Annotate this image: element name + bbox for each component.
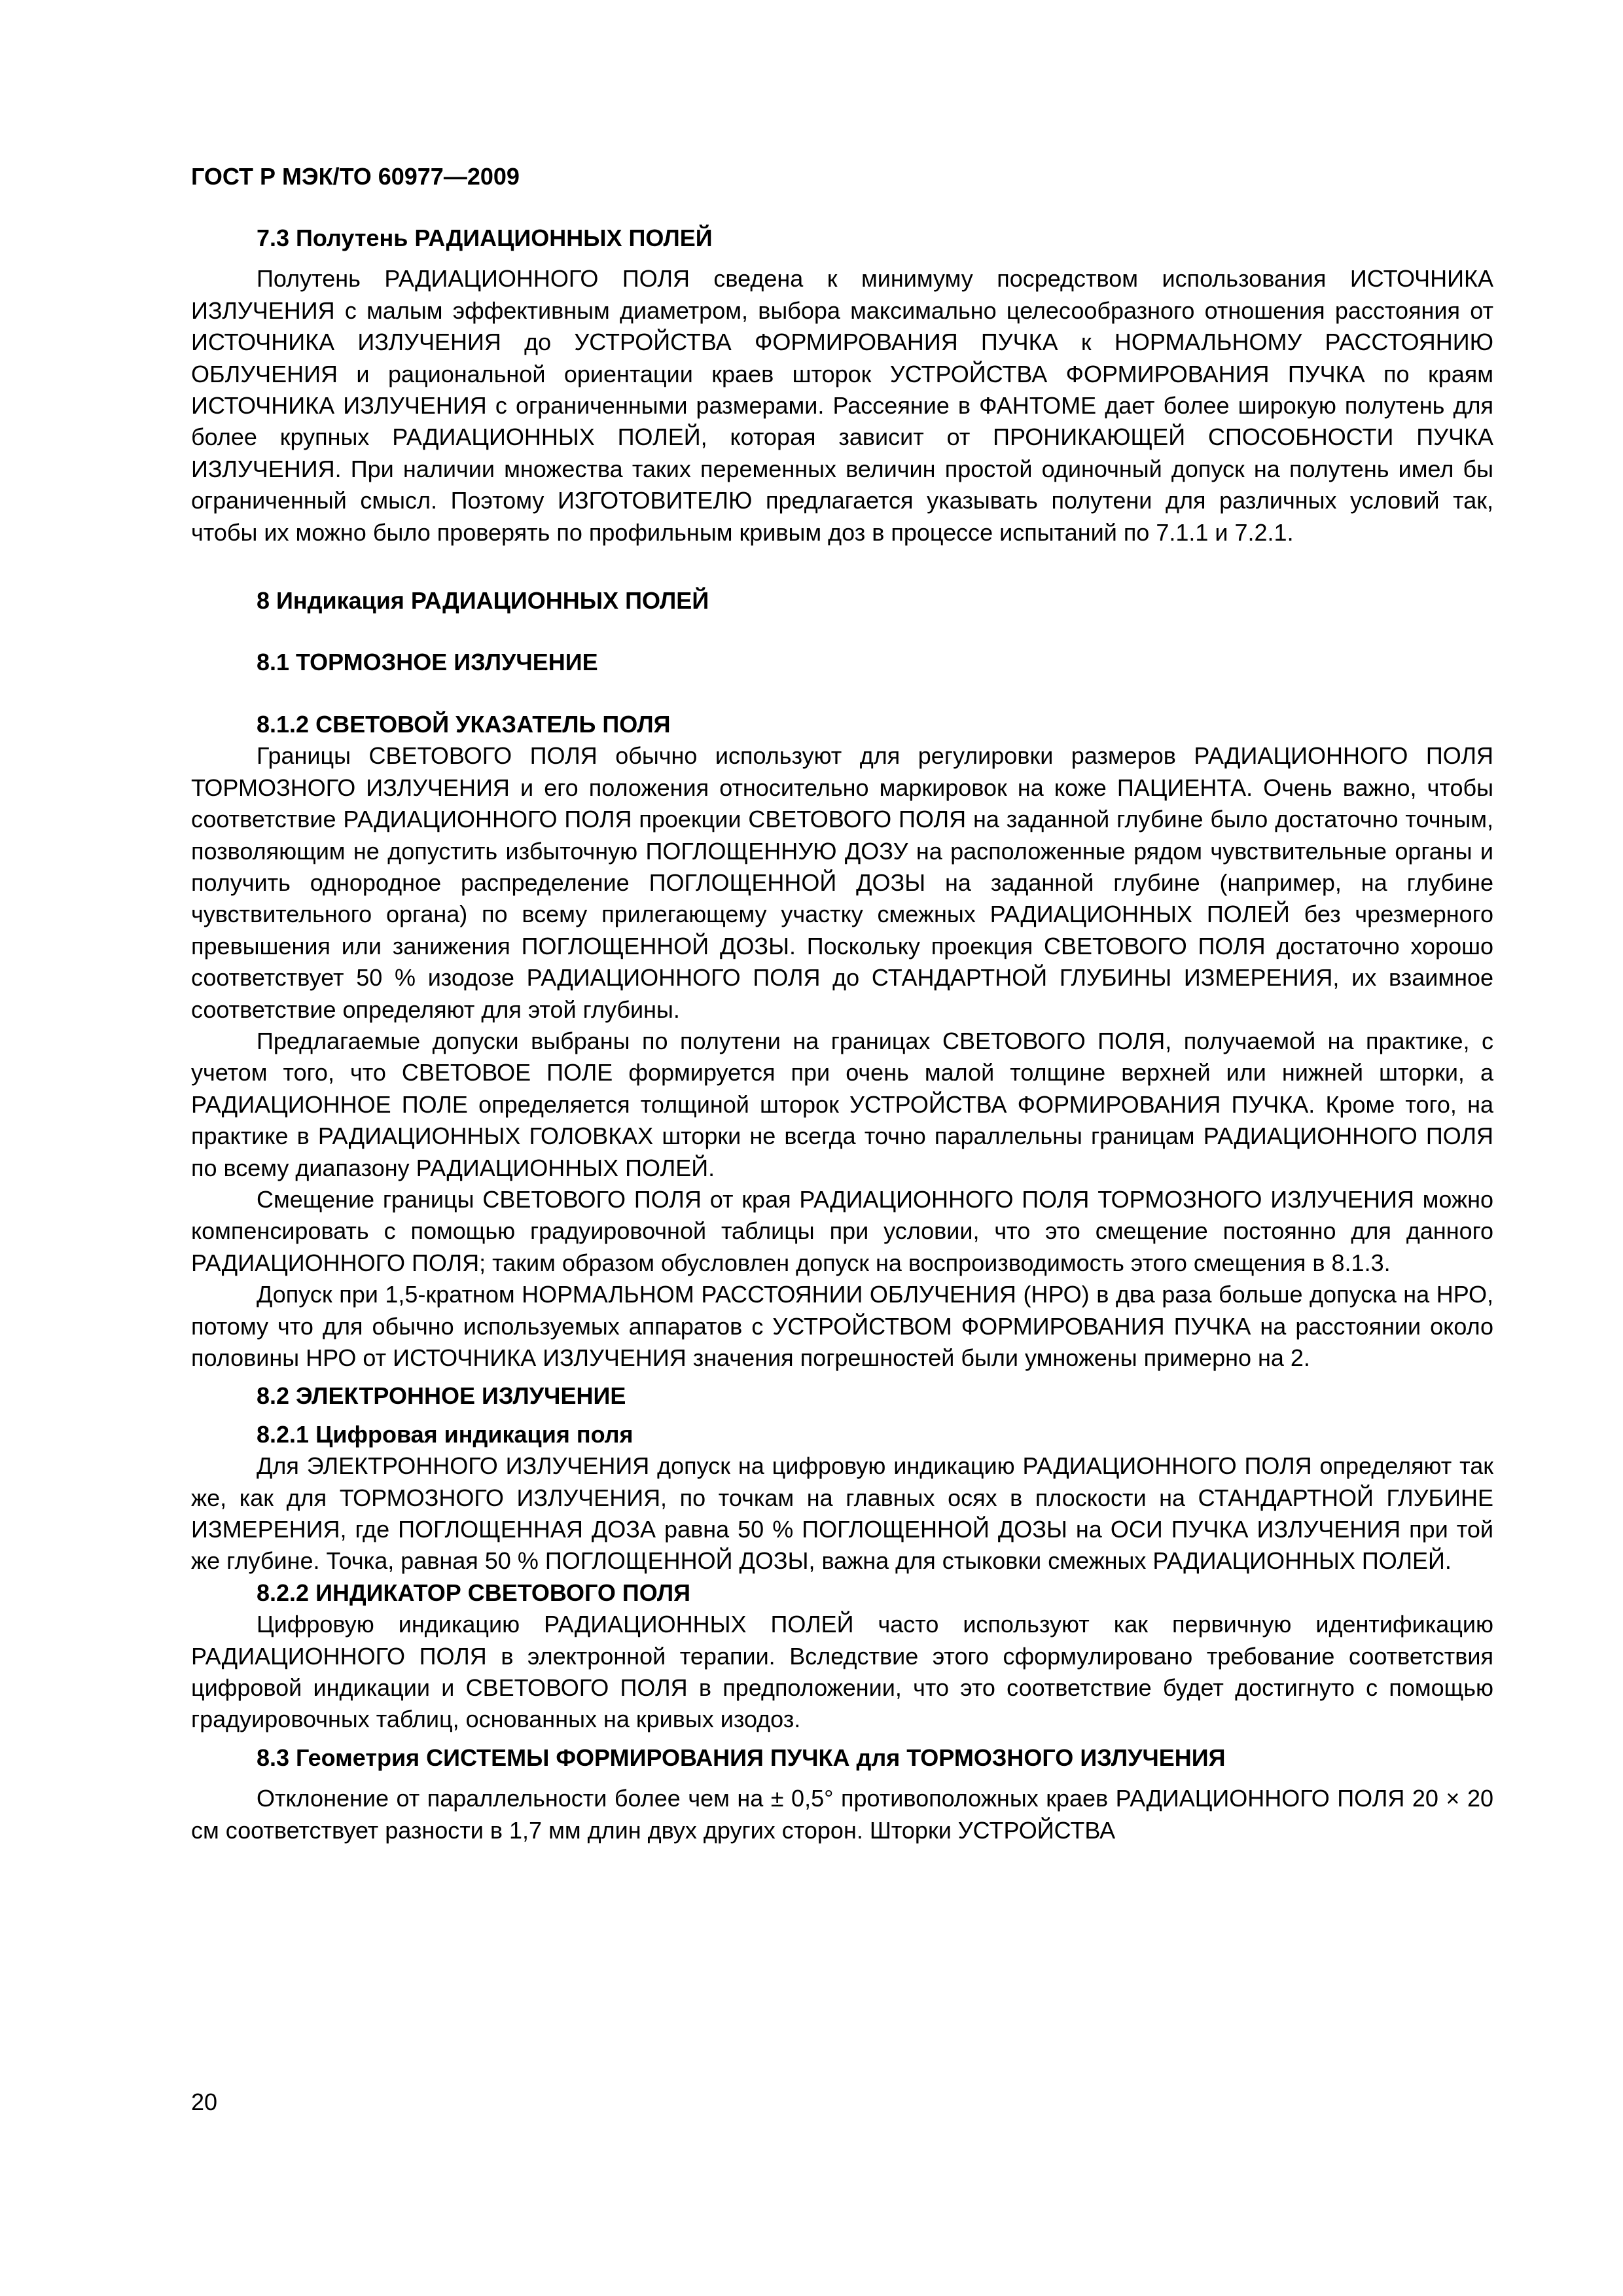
section-heading-8-2-1: 8.2.1 Цифровая индикация поля [257, 1420, 633, 1448]
document-id-header: ГОСТ Р МЭК/ТО 60977—2009 [191, 163, 520, 190]
paragraph: Полутень РАДИАЦИОННОГО ПОЛЯ сведена к минимуму посредством использования ИСТОЧНИКА ИЗЛУЧЕНИЯ с малым эффективным диаметром, выбора максимально целесообразного отношения расстояния от ИСТОЧНИКА ИЗЛУЧЕНИЯ до УСТРОЙСТВА ФОРМИРОВАНИЯ ПУЧКА к НОРМАЛЬНОМУ РАССТОЯНИЮ ОБЛУЧЕНИЯ и рациональной ориентации краев шторок УСТРОЙСТВА ФОРМИРОВАНИЯ ПУЧКА по краям ИСТОЧНИКА ИЗЛУЧЕНИЯ с ограниченными размерами. Рассеяние в ФАНТОМЕ дает более широкую полутень для более крупных РАДИАЦИОННЫХ ПОЛЕЙ, которая зависит от ПРОНИКАЮЩЕЙ СПОСОБНОСТИ ПУЧКА ИЗЛУЧЕНИЯ. При наличии множества таких переменных величин простой одиночный допуск на полутень имел бы ограниченный смысл. Поэтому ИЗГОТОВИТЕЛЮ предлагается указывать полутени для различных условий так, чтобы их можно было проверять по профильным кривым доз в процессе испытаний по 7.1.1 и 7.2.1. [191, 265, 1493, 546]
section-heading-7-3: 7.3 Полутень РАДИАЦИОННЫХ ПОЛЕЙ [257, 224, 713, 251]
paragraph: Смещение границы СВЕТОВОГО ПОЛЯ от края РАДИАЦИОННОГО ПОЛЯ ТОРМОЗНОГО ИЗЛУЧЕНИЯ можно компенсировать с помощью градуировочной таблицы при условии, что это смещение постоянно для данного РАДИАЦИОННОГО ПОЛЯ; таким образом обусловлен допуск на воспроизводимость этого смещения в 8.1.3. [191, 1185, 1493, 1276]
paragraph: Границы СВЕТОВОГО ПОЛЯ обычно используют для регулировки размеров РАДИАЦИОННОГО ПОЛЯ ТОРМОЗНОГО ИЗЛУЧЕНИЯ и его положения относительно маркировок на коже ПАЦИЕНТА. Очень важно, чтобы соответствие РАДИАЦИОННОГО ПОЛЯ проекции СВЕТОВОГО ПОЛЯ на заданной глубине было достаточно точным, позволяющим не допустить избыточную ПОГЛОЩЕННУЮ ДОЗУ на расположенные рядом чувствительные органы и получить однородное распределение ПОГЛОЩЕННОЙ ДОЗЫ на заданной глубине (например, на глубине чувствительного органа) по всему прилегающему участку смежных РАДИАЦИОННЫХ ПОЛЕЙ без чрезмерного превышения или занижения ПОГЛОЩЕННОЙ ДОЗЫ. Поскольку проекция СВЕТОВОГО ПОЛЯ достаточно хорошо соответствует 50 % изодозе РАДИАЦИОННОГО ПОЛЯ до СТАНДАРТНОЙ ГЛУБИНЫ ИЗМЕРЕНИЯ, их взаимное соответствие определяют для этой глубины. [191, 742, 1493, 1023]
section-heading-8-1: 8.1 ТОРМОЗНОЕ ИЗЛУЧЕНИЕ [257, 649, 598, 676]
paragraph: Допуск при 1,5-кратном НОРМАЛЬНОМ РАССТОЯНИИ ОБЛУЧЕНИЯ (НРО) в два раза больше допуска на НРО, потому что для обычно используемых аппаратов с УСТРОЙСТВОМ ФОРМИРОВАНИЯ ПУЧКА на расстоянии около половины НРО от ИСТОЧНИКА ИЗЛУЧЕНИЯ значения погрешностей были умножены примерно на 2. [191, 1281, 1493, 1371]
document-body [191, 223, 1493, 1846]
paragraph: Для ЭЛЕКТРОННОГО ИЗЛУЧЕНИЯ допуск на цифровую индикацию РАДИАЦИОННОГО ПОЛЯ определяют так же, как для ТОРМОЗНОГО ИЗЛУЧЕНИЯ, по точкам на главных осях в плоскости на СТАНДАРТНОЙ ГЛУБИНЕ ИЗМЕРЕНИЯ, где ПОГЛОЩЕННАЯ ДОЗА равна 50 % ПОГЛОЩЕННОЙ ДОЗЫ на ОСИ ПУЧКА ИЗЛУЧЕНИЯ при той же глубине. Точка, равная 50 % ПОГЛОЩЕННОЙ ДОЗЫ, важна для стыковки смежных РАДИАЦИОННЫХ ПОЛЕЙ. [191, 1452, 1493, 1575]
paragraph: Отклонение от параллельности более чем на ± 0,5° противоположных краев РАДИАЦИОННОГО ПОЛЯ 20 × 20 см соответствует разности в 1,7 мм длин двух других сторон. Шторки УСТРОЙСТВА [191, 1785, 1493, 1844]
section-heading-8-1-2: 8.1.2 СВЕТОВОЙ УКАЗАТЕЛЬ ПОЛЯ [257, 710, 671, 738]
section-heading-8-2: 8.2 ЭЛЕКТРОННОЕ ИЗЛУЧЕНИЕ [257, 1382, 626, 1410]
section-heading-8: 8 Индикация РАДИАЦИОННЫХ ПОЛЕЙ [257, 587, 709, 615]
section-heading-8-2-2: 8.2.2 ИНДИКАТОР СВЕТОВОГО ПОЛЯ [257, 1579, 691, 1606]
paragraph: Цифровую индикацию РАДИАЦИОННЫХ ПОЛЕЙ часто используют как первичную идентификацию РАДИАЦИОННОГО ПОЛЯ в электронной терапии. Вследствие этого сформулировано требование соответствия цифровой индикации и СВЕТОВОГО ПОЛЯ в предположении, что это соответствие будет достигнуто с помощью градуировочных таблиц, основанных на кривых изодоз. [191, 1611, 1493, 1733]
page-number: 20 [191, 2089, 218, 2115]
paragraph: Предлагаемые допуски выбраны по полутени на границах СВЕТОВОГО ПОЛЯ, получаемой на практике, с учетом того, что СВЕТОВОЕ ПОЛЕ формируется при очень малой толщине верхней или нижней шторки, а РАДИАЦИОННОЕ ПОЛЕ определяется толщиной шторок УСТРОЙСТВА ФОРМИРОВАНИЯ ПУЧКА. Кроме того, на практике в РАДИАЦИОННЫХ ГОЛОВКАХ шторки не всегда точно параллельны границам РАДИАЦИОННОГО ПОЛЯ по всему диапазону РАДИАЦИОННЫХ ПОЛЕЙ. [191, 1027, 1493, 1181]
section-heading-8-3: 8.3 Геометрия СИСТЕМЫ ФОРМИРОВАНИЯ ПУЧКА для ТОРМОЗНОГО ИЗЛУЧЕНИЯ [257, 1744, 1226, 1771]
